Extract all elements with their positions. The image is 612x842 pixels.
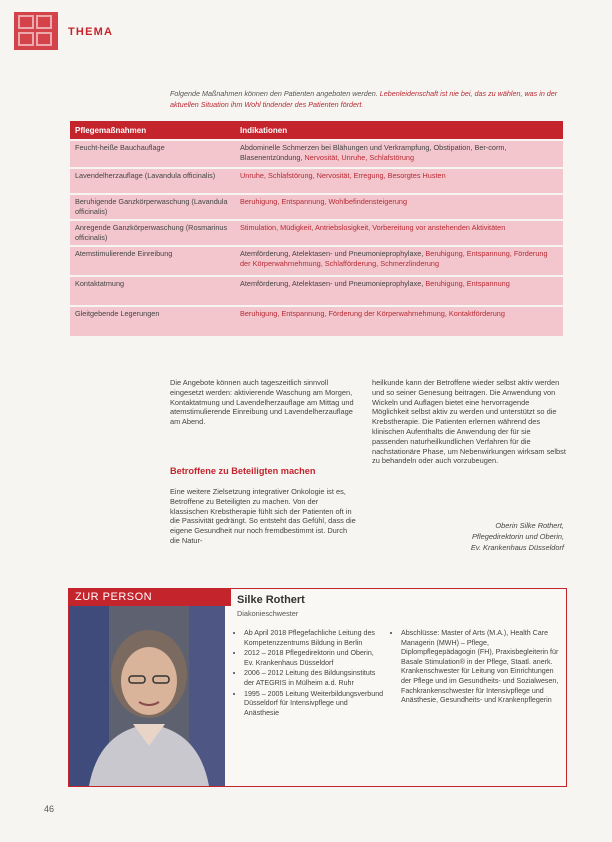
body-paragraph: Eine weitere Zielsetzung integrativer Onkologie ist es, Betroffene zu Beteiligten zu machen. Von der klassischen Krebstherapie fühlt sich der Patienten oft in die Passivität gedrängt. So entsteht das Gefühl, dass die eigene Gesundheit nur noch fremdbestimmt ist. Durch die Natur- [170, 487, 356, 545]
measure-cell: Beruhigende Ganzkörperwaschung (Lavandula officinalis) [70, 194, 235, 220]
intro-text: Folgende Maßnahmen können den Patienten angeboten werden. Lebenleidenschaft ist nie bei, das zu wählen, was in der aktuellen Situation ihm Wohl tindender des Patienten fördert. [170, 89, 558, 109]
indication-cell: Atemförderung, Atelektasen- und Pneumonieprophylaxe, Beruhigung, Entspannung, Förderung der Körperwahrnehmung, Schlafförderung, Schmerzlinderung [235, 246, 563, 276]
measure-cell: Gleitgebende Legerungen [70, 306, 235, 336]
bio-qualifications-list [391, 629, 561, 707]
table-row [70, 168, 563, 194]
indication-cell: Stimulation, Müdigkeit, Antriebslosigkeit, Vorbereitung vor anstehenden Aktivitäten [235, 220, 563, 246]
list-item: • 2012 – 2018 Pflegedirektorin und Oberin, Ev. Krankenhaus Düsseldorf [244, 649, 384, 668]
body-paragraph: heilkunde kann der Betroffene wieder selbst aktiv werden und so seiner Genesung beitragen. Die Anwendung von Wickeln und Auflagen bietet eine hervorragende Möglichkeit selbst aktiv zu werden und unterstützt so die Krebstherapie. Die Patienten erlernen während des klinischen Aufenthalts die Anwendung der für sie passenden naturheilkundlichen Verfahren für die nachstationäre Phase, um Nebenwirkungen wirksam selbst zu behandeln oder auch vorzubeugen. [372, 378, 566, 466]
table-row [70, 220, 563, 246]
list-item: • 2006 – 2012 Leitung des Bildungsinstituts der ATEGRIS in Mülheim a.d. Ruhr [244, 669, 384, 688]
table-header-row [70, 121, 563, 140]
indication-cell: Unruhe, Schlafstörung, Nervosität, Erregung, Besorgtes Husten [235, 168, 563, 194]
bio-career-list [234, 629, 384, 719]
bio-tab-label: ZUR PERSON [69, 589, 231, 606]
table-row [70, 140, 563, 168]
list-item: • Abschlüsse: Master of Arts (M.A.), Health Care Managerin (MWH) – Pflege, Diplompflegepädagogin (FH), Praxisbegleiterin für Basale Stimulation® in der Pflege, Staatl. anerk. Krankenschwester für Leitung von Einrichtungen der Pflege und im Gesundheits- und Sozialwesen, Fachkrankenschwester für Intensivpflege und Anästhesie, Gesundheits- und Krankenpflegerin [401, 629, 561, 706]
bio-title: Diakonieschwester [237, 609, 299, 618]
section-label: THEMA [68, 26, 114, 38]
measure-cell: Feucht-heiße Bauchauflage [70, 140, 235, 168]
magazine-logo [14, 12, 58, 50]
indication-cell: Atemförderung, Atelektasen- und Pneumonieprophylaxe, Beruhigung, Entspannung [235, 276, 563, 306]
table-row [70, 194, 563, 220]
measures-table [70, 121, 563, 336]
table-row [70, 306, 563, 336]
list-item: • Ab April 2018 Pflegefachliche Leitung des Kompetenzzentrums Bildung in Berlin [244, 629, 384, 648]
header-measures: Pflegemaßnahmen [70, 121, 235, 140]
author-signature: Oberin Silke Rothert, Pflegedirektorin und Oberin, Ev. Krankenhaus Düsseldorf [470, 521, 564, 552]
indication-cell: Beruhigung, Entspannung, Wohlbefindensteigerung [235, 194, 563, 220]
measure-cell: Kontaktatmung [70, 276, 235, 306]
measure-cell: Atemstimulierende Einreibung [70, 246, 235, 276]
table-row [70, 276, 563, 306]
measure-cell: Lavendelherzauflage (Lavandula officinalis) [70, 168, 235, 194]
body-paragraph: Die Angebote können auch tageszeitlich sinnvoll eingesetzt werden: aktivierende Waschung am Morgen, Kontaktatmung und Lavendelherzauflage am Mittag und atemstimulierende Einreibung und Lavendelherzauflage am Abend. [170, 378, 354, 427]
header-indications: Indikationen [235, 121, 563, 140]
subheading: Betroffene zu Beteiligten machen [170, 466, 316, 476]
portrait-photo [69, 606, 225, 786]
table-row [70, 246, 563, 276]
list-item: • 1995 – 2005 Leitung Weiterbildungsverbund Düsseldorf für Intensivpflege und Anästhesie [244, 690, 384, 719]
page-number: 46 [44, 804, 55, 814]
measure-cell: Anregende Ganzkörperwaschung (Rosmarinus officinalis) [70, 220, 235, 246]
bio-box [68, 588, 567, 787]
indication-cell: Beruhigung, Entspannung, Förderung der Körperwahrnehmung, Kontaktförderung [235, 306, 563, 336]
bio-name: Silke Rothert [237, 594, 305, 606]
indication-cell: Abdominelle Schmerzen bei Blähungen und Verkrampfung, Obstipation, Ber-corm, Blasenentzündung, Nervosität, Unruhe, Schlafstörung [235, 140, 563, 168]
